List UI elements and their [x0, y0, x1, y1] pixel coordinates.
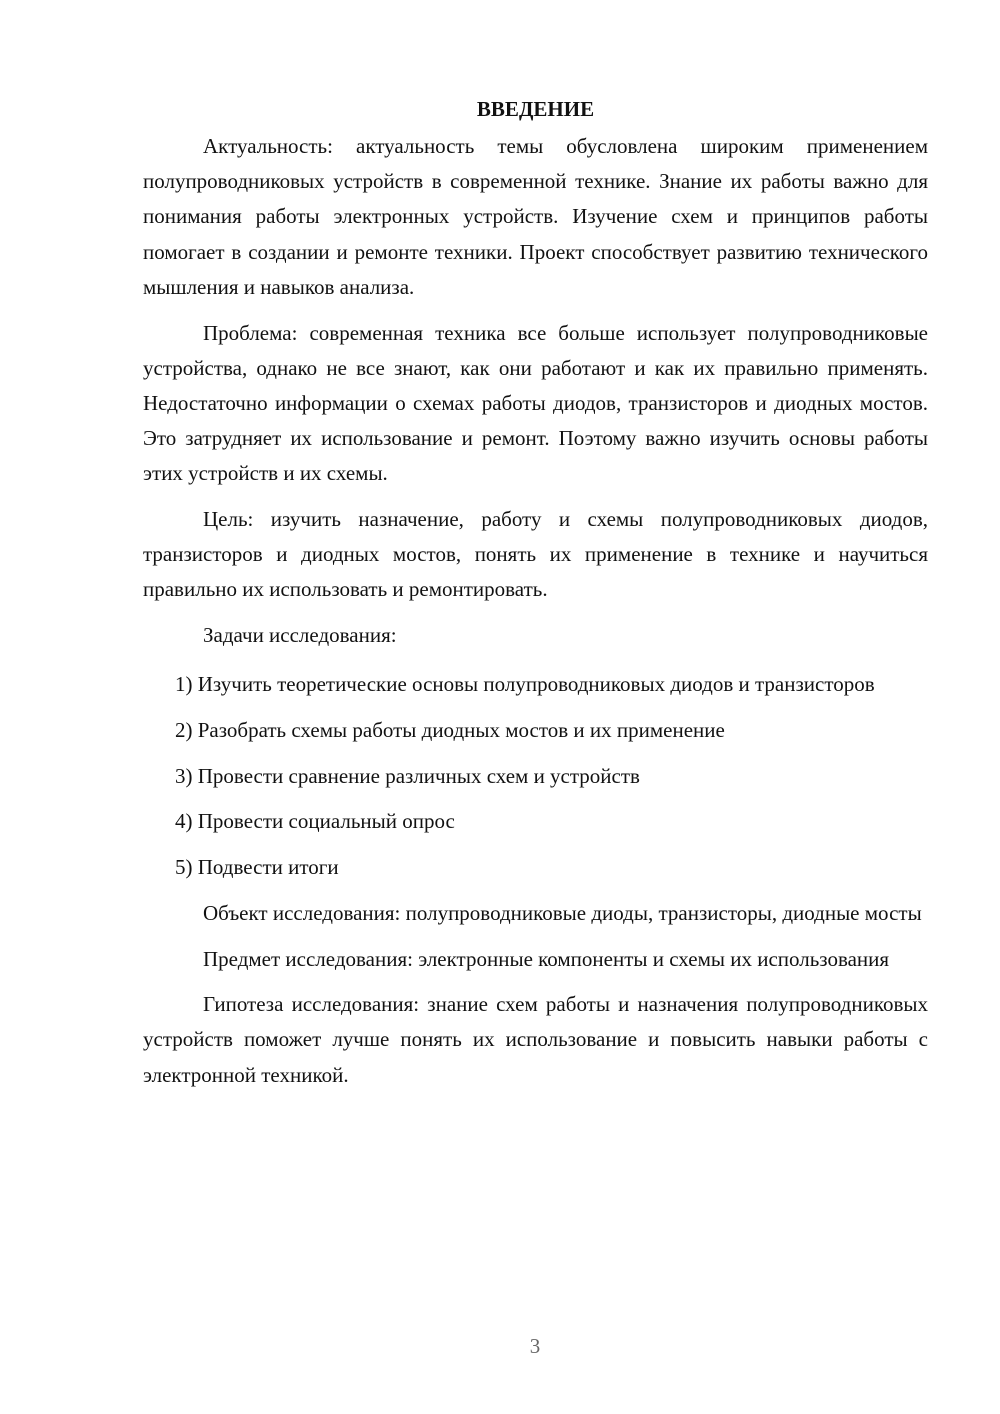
task-item-4: 4) Провести социальный опрос	[175, 809, 455, 834]
tasks-list	[143, 667, 928, 885]
page-number: 3	[529, 1334, 541, 1358]
task-item-5: 5) Подвести итоги	[175, 855, 339, 880]
tasks-heading: Задачи исследования:	[203, 623, 397, 648]
paragraph-subject: Предмет исследования: электронные компоненты и схемы их использования	[203, 946, 890, 971]
paragraph-hypothesis: Гипотеза исследования: знание схем работы и назначения полупроводниковых устройств поможет лучше понять их использование и повысить навыки работы с электронной техникой.	[143, 992, 928, 1087]
task-item-3: 3) Провести сравнение различных схем и устройств	[175, 763, 640, 788]
paragraph-relevance: Актуальность: актуальность темы обусловлена широким применением полупроводниковых устройств в современной технике. Знание их работы важно для понимания работы электронных устройств. Изучение схем и принципов работы помогает в создании и ремонте техники. Проект способствует развитию технического мышления и навыков анализа.	[143, 134, 928, 299]
paragraph-object: Объект исследования: полупроводниковые диоды, транзисторы, диодные мосты	[203, 900, 922, 925]
paragraph-problem: Проблема: современная техника все больше использует полупроводниковые устройства, однако не все знают, как они работают и как их правильно применять. Недостаточно информации о схемах работы диодов, транзисторов и диодных мостов. Это затрудняет их использование и ремонт. Поэтому важно изучить основы работы этих устройств и их схемы.	[143, 320, 928, 486]
page-title: ВВЕДЕНИЕ	[476, 97, 595, 121]
paragraph-goal: Цель: изучить назначение, работу и схемы полупроводниковых диодов, транзисторов и диодных мостов, понять их применение в технике и научиться правильно их использовать и ремонтировать.	[143, 507, 928, 602]
document-page	[143, 92, 928, 1093]
task-item-1: 1) Изучить теоретические основы полупроводниковых диодов и транзисторов	[175, 672, 875, 697]
task-item-2: 2) Разобрать схемы работы диодных мостов и их применение	[175, 718, 725, 743]
